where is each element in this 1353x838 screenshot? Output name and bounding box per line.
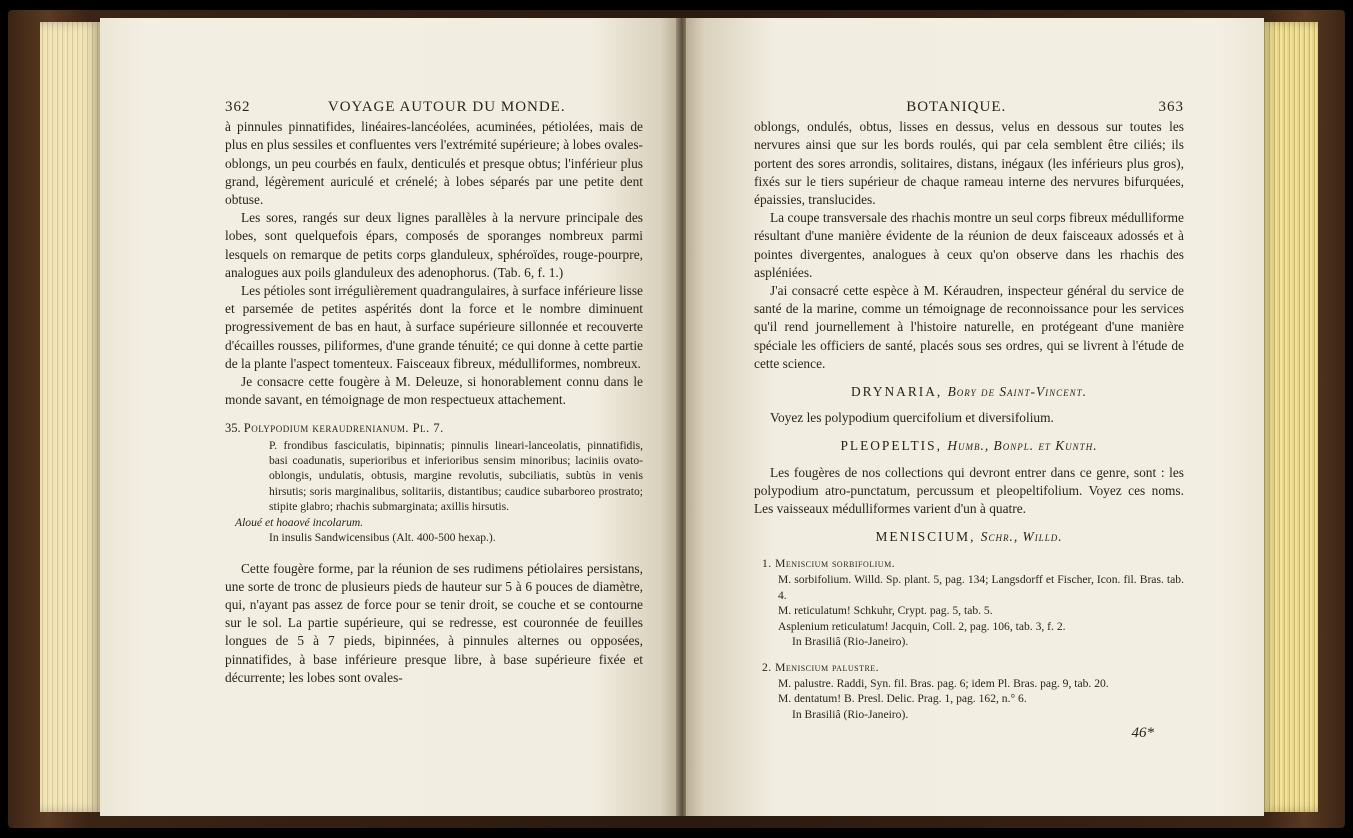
right-running-head — [754, 98, 1184, 116]
vernacular-names: Aloué et hoaové incolarum. — [235, 515, 364, 529]
paragraph: La coupe transversale des rhachis montre un seul corps fibreux médulliforme résultant d'une manière évidente de la réunion de deux faisceaux adossés et à pointes divergentes, analogues à ceux qu'on observe dans les rhachis des aspléniées. — [754, 210, 1184, 280]
left-page-content — [225, 98, 643, 687]
synonym-line: M. reticulatum! Schkuhr, Crypt. pag. 5, tab. 5. — [778, 604, 993, 618]
genus-heading-drynaria — [754, 383, 1184, 401]
habitat-line: In Brasiliâ (Rio-Janeiro). — [792, 635, 909, 649]
right-page-content — [754, 98, 1184, 743]
species-heading: 2. Meniscium palustre. — [762, 661, 880, 675]
paragraph: à pinnules pinnatifides, linéaires-lancéolées, acuminées, pétiolées, mais de plus en plus sessiles et confluentes vers l'extrémité supérieure; à lobes ovales-oblongs, un peu courbés en faulx, denticulés et presque obtus; l'inférieur plus grand, légèrement auriculé et crénelé; à lobes séparés par une petite dent obtuse. — [225, 119, 643, 208]
paragraph: Cette fougère forme, par la réunion de ses rudimens pétiolaires persistans, une sorte de tronc de plusieurs pieds de hauteur sur 5 à 6 pouces de diamètre, qui, n'ayant pas assez de force pour se tenir droit, se couche et se contourne sur le sol. La partie supérieure, qui se redresse, est couronnée de feuilles longues de 5 à 7 pieds, bipinnées, à pinnules alternes ou opposées, pinnatifides, à base inférieure presque libre, à base supérieure fixée et décurrente; les lobes sont ovales- — [225, 560, 643, 685]
left-page — [100, 18, 678, 816]
genus-author: Humb., Bonpl. et Kunth. — [947, 438, 1098, 454]
running-head-title: VOYAGE AUTOUR DU MONDE. — [327, 99, 566, 115]
page-number: 363 — [1158, 99, 1184, 115]
genus-author: Bory de Saint-Vincent. — [947, 384, 1088, 400]
page-edges-right — [1262, 22, 1318, 812]
latin-description: P. frondibus fasciculatis, bipinnatis; pinnulis lineari-lanceolatis, pinnatifidis, basi coadunatis, superioribus et inferioribus sensim minoribus; laciniis ovato-oblongis, undulatis, obtusis, margine revolutis, subciliatis, subtùs in venis hirsutis; soris marginalibus, solitariis, distantibus; caudice subarboreo prostrato; stipite glabro; rhachis submarginata; axillis hirsutis. — [269, 438, 643, 514]
synonym-line: M. sorbifolium. Willd. Sp. plant. 5, pag. 134; Langsdorff et Fischer, Icon. fil. Bras. tab. 4. — [778, 573, 1184, 602]
paragraph: Les pétioles sont irrégulièrement quadrangulaires, à surface inférieure lisse et parsemée de petites aspérités dont la force et le nombre diminuent progressivement de bas en haut, à surface supérieure sillonnée et recouverte d'écailles rousses, piliformes, d'une grande ténuité; ce qui donne à cette partie de la plante l'aspect tomenteux. Faisceaux fibreux, médulliformes, nombreux. — [225, 283, 643, 371]
entry-number: 35. — [225, 421, 241, 436]
paragraph: Je consacre cette fougère à M. Deleuze, si honorablement connu dans le monde savant, en témoignage de mon respectueux attachement. — [225, 374, 643, 408]
paragraph: Voyez les polypodium quercifolium et diversifolium. — [770, 410, 1054, 426]
right-page — [686, 18, 1264, 816]
habitat: In insulis Sandwicensibus (Alt. 400-500 hexap.). — [269, 531, 496, 545]
page-edges-left — [40, 22, 100, 812]
genus-name: DRYNARIA, — [850, 384, 943, 400]
species-list-item — [754, 660, 1184, 722]
habitat-line: In Brasiliâ (Rio-Janeiro). — [792, 707, 909, 721]
genus-heading-meniscium — [754, 528, 1184, 546]
genus-name: MENISCIUM, — [875, 529, 976, 545]
synonym-line: M. palustre. Raddi, Syn. fil. Bras. pag. 6; idem Pl. Bras. pag. 9, tab. 20. — [778, 676, 1109, 690]
genus-heading-pleopeltis — [754, 437, 1184, 455]
synonym-line: Asplenium reticulatum! Jacquin, Coll. 2, pag. 106, tab. 3, f. 2. — [778, 619, 1066, 633]
running-head-title: BOTANIQUE. — [906, 99, 1007, 115]
species-list-item — [754, 556, 1184, 650]
paragraph: Les fougères de nos collections qui devront entrer dans ce genre, sont : les polypodium atro-punctatum, percussum et pleopeltifolium. Voyez ces noms. Les vaisseaux médulliformes varient d'un à quatre. — [754, 464, 1184, 517]
genus-author: Schr., Willd. — [980, 529, 1063, 545]
species-entry-heading — [225, 419, 643, 437]
paragraph: oblongs, ondulés, obtus, lisses en dessus, velus en dessous sur toutes les nervures ainsi que sur les bords roulés, qui par cela semblent être ciliés; ils portent des sores arrondis, solitaires, distans, inégaux (les inférieurs plus gros), fixés sur le tiers supérieur de chaque rameau interne des nervures bifurquées, épaissies, translucides. — [754, 119, 1184, 208]
signature-mark: 46* — [1131, 725, 1154, 742]
paragraph: Les sores, rangés sur deux lignes parallèles à la nervure principale des lobes, sont quelquefois épars, composés de sporanges nombreux parmi lesquels on remarque de petits corps glanduleux, sphéroïdes, rouge-pourpre, analogues aux poils glanduleux des adenophorus. (Tab. 6, f. 1.) — [225, 210, 643, 280]
paragraph: J'ai consacré cette espèce à M. Kéraudren, inspecteur général du service de santé de la marine, comme un témoignage de reconnoissance pour les services qu'il rend journellement à l'histoire naturelle, en protégeant d'une manière spéciale les officiers de santé, placés sous ses ordres, qui se livrent à l'étude de cette science. — [754, 283, 1184, 371]
page-number: 362 — [225, 99, 251, 115]
genus-name: PLEOPELTIS, — [840, 438, 942, 454]
species-name: Polypodium keraudrenianum. Pl. 7. — [243, 421, 444, 436]
species-heading: 1. Meniscium sorbifolium. — [762, 557, 896, 571]
left-running-head — [225, 98, 643, 116]
synonym-line: M. dentatum! B. Presl. Delic. Prag. 1, pag. 162, n.° 6. — [778, 692, 1027, 706]
